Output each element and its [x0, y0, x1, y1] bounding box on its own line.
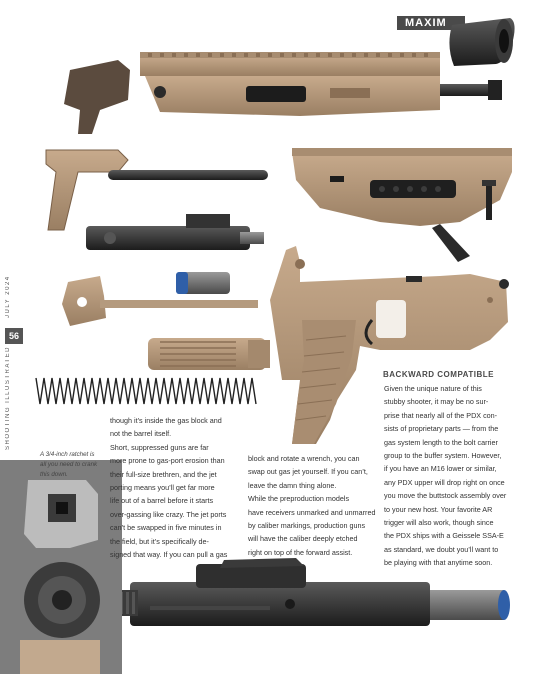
- handguard-image: [292, 148, 512, 262]
- buttstock-image: [46, 150, 268, 230]
- body-line: stubby shooter, it may be no sur-: [384, 397, 489, 407]
- buffer-spring-image: [36, 378, 256, 404]
- magazine-name: SHOOTING ILLUSTRATED: [5, 346, 11, 450]
- photo-caption: A 3/4-inch ratchet is all you need to crank this down.: [40, 451, 98, 478]
- buffer-image: [176, 272, 230, 294]
- body-line: Short, suppressed guns are far: [110, 442, 209, 452]
- body-line: leave the damn thing alone.: [248, 480, 337, 490]
- upper-receiver-image: [64, 52, 502, 134]
- body-line: you move the buttstock assembly over: [384, 491, 507, 501]
- body-line: not the barrel itself.: [110, 429, 172, 439]
- body-line: signed that way. If you can pull a gas: [110, 550, 228, 560]
- body-column-3: [384, 382, 524, 570]
- body-line: the field, but it’s specifically de-: [110, 536, 209, 546]
- body-line: any PDX upper will drop right on once: [384, 477, 505, 487]
- muzzle-device-image: [449, 18, 514, 66]
- body-line: porting means you’ll get far more: [110, 483, 215, 493]
- body-column-1: [110, 414, 244, 561]
- body-line: While the preproduction models: [248, 494, 350, 504]
- page-number: 56: [5, 328, 23, 344]
- body-line: more prone to gas-port erosion than: [110, 456, 225, 466]
- body-line: can’t be swapped in five minutes in: [110, 523, 222, 533]
- section-banner: MAXIM: [397, 16, 465, 30]
- issue-date: JULY 2024: [5, 275, 11, 318]
- flash-can-image: [148, 338, 270, 370]
- body-line: though it’s inside the gas block and: [110, 416, 222, 425]
- body-line: to your new host. Your favorite AR: [384, 504, 493, 514]
- body-line: gas system length to the bolt carrier: [384, 437, 498, 447]
- body-line: as standard, we doubt you’ll want to: [384, 544, 499, 554]
- body-line: over-gassing like crazy. The jet ports: [110, 509, 227, 519]
- body-line: Given the unique nature of this: [384, 384, 482, 393]
- body-line: be playing with that anytime soon.: [384, 558, 493, 568]
- body-line: right on top of the forward assist.: [248, 547, 353, 557]
- body-line: swap out gas jet yourself. If you can’t,: [248, 467, 368, 477]
- body-line: have receivers unmarked and unmarred: [248, 507, 376, 517]
- body-line: prise that nearly all of the PDX con-: [384, 410, 498, 420]
- body-line: will have the caliber deeply etched: [248, 534, 358, 544]
- body-line: trigger will also work, though since: [384, 518, 494, 528]
- body-line: the PDX ships with a Geissele SSA-E: [384, 531, 504, 541]
- body-line: by caliber markings, production guns: [248, 521, 366, 531]
- body-line: block and rotate a wrench, you can: [248, 454, 360, 463]
- section-subhead: BACKWARD COMPATIBLE: [383, 370, 494, 379]
- bolt-carrier-image: [86, 214, 264, 250]
- body-column-2: [248, 452, 380, 559]
- body-line: if you have an M16 lower or similar,: [384, 464, 497, 474]
- body-line: life out of a barrel before it starts: [110, 496, 214, 506]
- body-line: group to the buffer system. However,: [384, 451, 502, 461]
- ratchet-wrench-image: [0, 460, 122, 674]
- body-line: sists of proprietary parts — from the: [384, 424, 499, 434]
- body-line: their full-size brethren, and the jet: [110, 469, 217, 479]
